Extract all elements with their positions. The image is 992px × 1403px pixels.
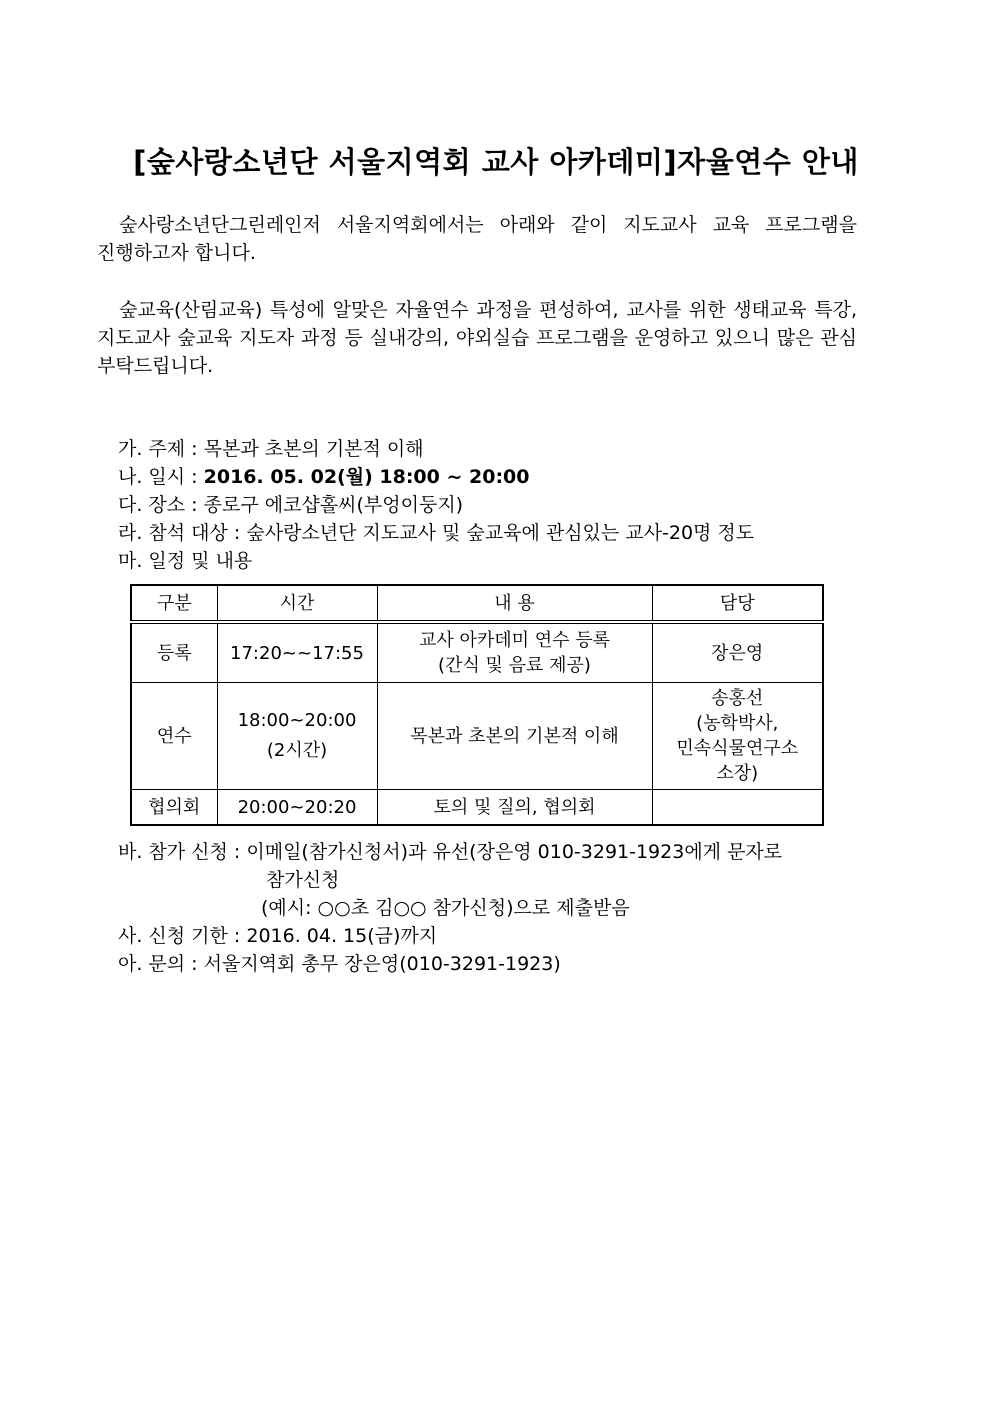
page-title: [숲사랑소년단 서울지역회 교사 아카데미]자율연수 안내 bbox=[133, 145, 859, 179]
row-category: 협의회 bbox=[131, 790, 217, 826]
row-time bbox=[217, 683, 377, 790]
item-contact: 아. 문의 : 서울지역회 총무 장은영(010-3291-1923) bbox=[118, 953, 561, 975]
row-content-line: (간식 및 음료 제공) bbox=[438, 655, 591, 676]
table-header-row bbox=[131, 585, 823, 622]
row-time bbox=[217, 790, 377, 826]
intro-paragraph-2 bbox=[97, 296, 857, 380]
row-owner-line: 민속식물연구소 bbox=[676, 738, 799, 759]
row-owner-line: 송홍선 bbox=[711, 688, 764, 709]
table-row bbox=[131, 622, 823, 683]
table-row bbox=[131, 683, 823, 790]
row-content bbox=[377, 622, 652, 683]
row-time-line: 18:00~20:00 bbox=[237, 710, 357, 731]
row-time bbox=[217, 622, 377, 683]
row-content-line: 토의 및 질의, 협의회 bbox=[433, 796, 596, 818]
intro-paragraph-2-text: 숲교육(산림교육) 특성에 알맞은 자율연수 과정을 편성하여, 교사를 위한 생태교육 특강, 지도교사 숲교육 지도자 과정 등 실내강의, 야외실습 프로그램을 운영하고 있으니 많은 관심 부탁드립니다. bbox=[97, 299, 857, 377]
intro-paragraph-1 bbox=[97, 211, 857, 267]
item-apply-example: (예시: ○○초 김○○ 참가신청)으로 제출받음 bbox=[261, 897, 630, 919]
item-datetime-label: 나. 일시 : bbox=[118, 466, 204, 488]
row-owner-line: 소장) bbox=[716, 763, 759, 784]
row-owner-line: 장은영 bbox=[711, 642, 764, 664]
item-topic: 가. 주제 : 목본과 초본의 기본적 이해 bbox=[118, 438, 424, 460]
row-time-line: 20:00~20:20 bbox=[237, 796, 357, 818]
row-content-line: 교사 아카데미 연수 등록 bbox=[418, 630, 611, 651]
schedule-table bbox=[130, 584, 824, 826]
row-owner bbox=[652, 683, 823, 790]
row-owner-line: (농학박사, bbox=[696, 713, 779, 734]
item-apply: 바. 참가 신청 : 이메일(참가신청서)과 유선(장은영 010-3291-1923에게 문자로 bbox=[118, 841, 783, 863]
row-content bbox=[377, 683, 652, 790]
row-time-line: 17:20~~17:55 bbox=[230, 642, 364, 664]
item-attendees: 라. 참석 대상 : 숲사랑소년단 지도교사 및 숲교육에 관심있는 교사-20명 정도 bbox=[118, 522, 755, 544]
header-owner: 담당 bbox=[652, 585, 823, 622]
row-content bbox=[377, 790, 652, 826]
item-datetime-value: 2016. 05. 02(월) 18:00 ~ 20:00 bbox=[203, 466, 530, 488]
row-content-line: 목본과 초본의 기본적 이해 bbox=[410, 725, 619, 747]
intro-paragraph-1-text: 숲사랑소년단그린레인저 서울지역회에서는 아래와 같이 지도교사 교육 프로그램을 진행하고자 합니다. bbox=[97, 214, 857, 264]
item-schedule-heading: 마. 일정 및 내용 bbox=[118, 550, 253, 572]
header-content: 내 용 bbox=[377, 585, 652, 622]
item-deadline: 사. 신청 기한 : 2016. 04. 15(금)까지 bbox=[118, 925, 438, 947]
header-category: 구분 bbox=[131, 585, 217, 622]
item-datetime bbox=[118, 463, 530, 491]
header-time: 시간 bbox=[217, 585, 377, 622]
row-owner bbox=[652, 622, 823, 683]
row-owner bbox=[652, 790, 823, 826]
row-category: 연수 bbox=[131, 683, 217, 790]
row-time-line: (2시간) bbox=[266, 740, 328, 761]
item-apply-continued: 참가신청 bbox=[266, 869, 340, 891]
row-category: 등록 bbox=[131, 622, 217, 683]
table-row bbox=[131, 790, 823, 826]
item-place: 다. 장소 : 종로구 에코샵홀씨(부엉이둥지) bbox=[118, 494, 464, 516]
